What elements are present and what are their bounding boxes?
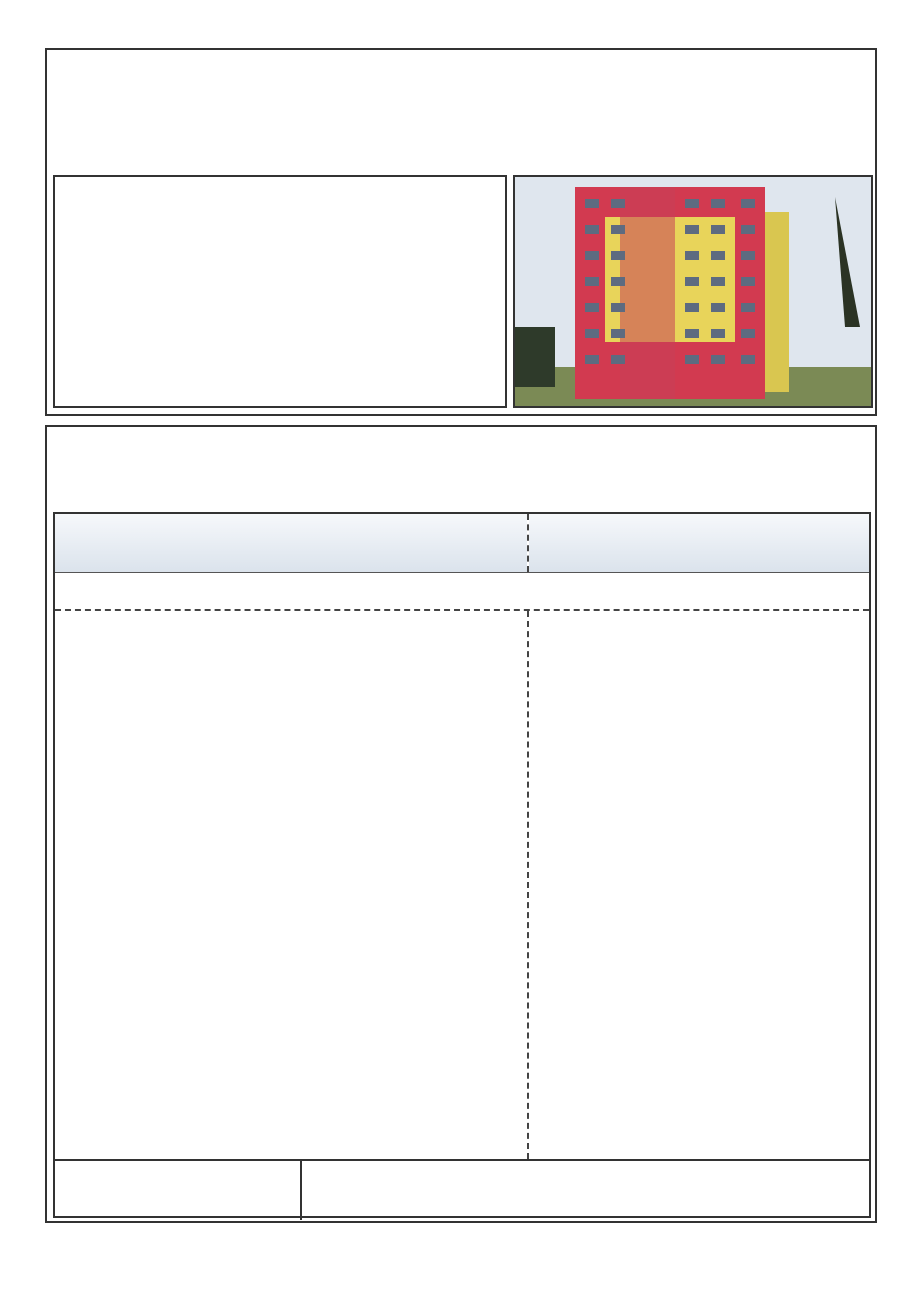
header-divider [527, 514, 529, 572]
type-row [68, 268, 74, 285]
specific-values-row [55, 572, 869, 609]
whole-building-totals [55, 1159, 869, 1220]
certificate-header-box [45, 48, 877, 416]
city-row [68, 233, 74, 250]
delivered-energy-header [55, 514, 527, 572]
rating-scale-panel [53, 512, 871, 1218]
building-photo [513, 175, 873, 408]
street-row [68, 199, 74, 216]
energy-rating-box [45, 425, 877, 1223]
primary-energy-header [529, 514, 869, 572]
scale-top-divider [55, 609, 869, 611]
building-info-panel [53, 175, 507, 408]
scale-center-divider [527, 611, 529, 1159]
